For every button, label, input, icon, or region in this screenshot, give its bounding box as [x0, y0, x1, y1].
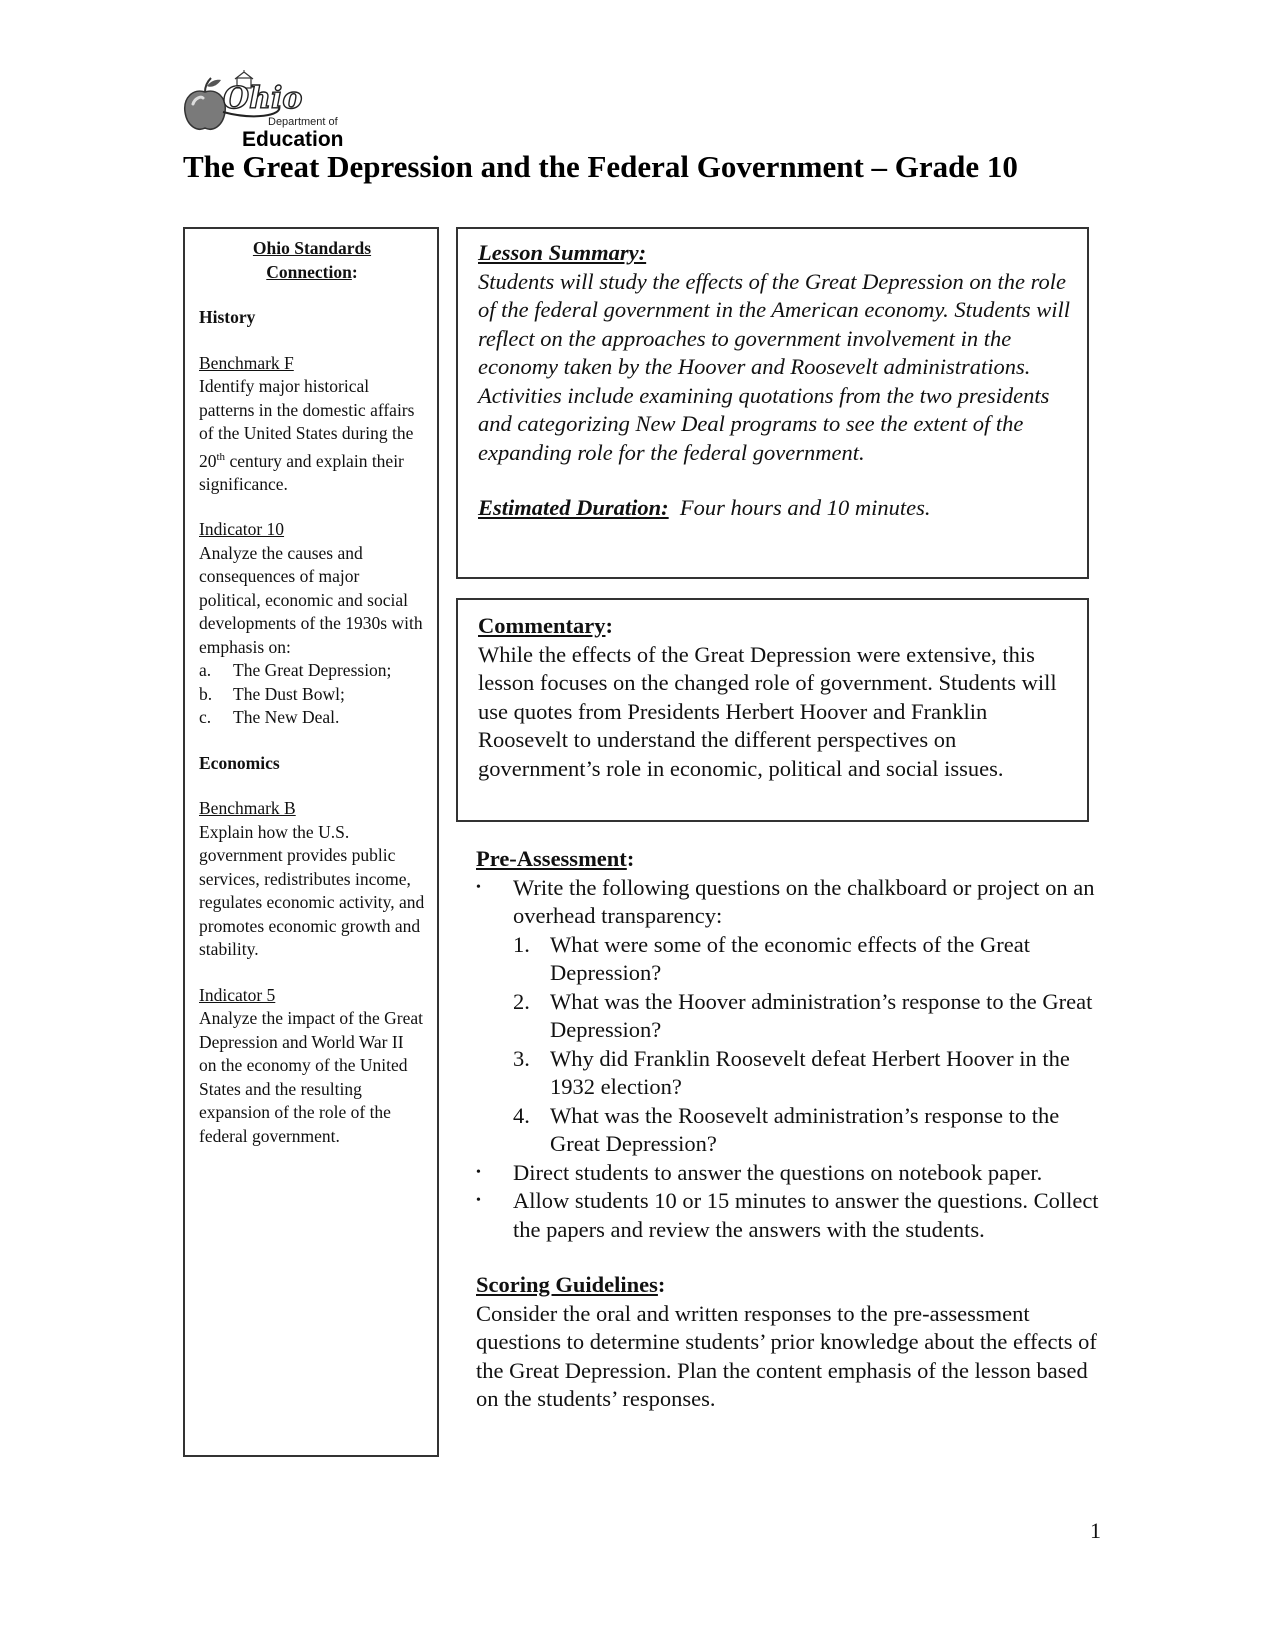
- list-text: The Great Depression;: [233, 660, 392, 681]
- question-number: 3.: [513, 1045, 530, 1071]
- question-item: [513, 988, 1101, 1045]
- lesson-summary-box: [456, 227, 1089, 579]
- list-item: [199, 683, 425, 707]
- list-item: [199, 706, 425, 730]
- list-item: [476, 874, 1101, 1159]
- question-number: 1.: [513, 931, 530, 957]
- benchmark-b-text: Explain how the U.S. government provides public services, redistributes income, regulates economic activity, and promotes economic growth and stability.: [199, 821, 425, 960]
- indicator-10-text: Analyze the causes and consequences of major political, economic and social developments of the 1930s with emphasis on:: [199, 542, 423, 657]
- logo-education-text: Education: [242, 128, 344, 151]
- history-label: History: [199, 307, 256, 327]
- question-text: What was the Hoover administration’s response to the Great Depression?: [550, 988, 1093, 1042]
- benchmark-b-label: Benchmark B: [199, 798, 296, 819]
- estimated-duration: [478, 494, 1073, 523]
- bullet-icon: •: [476, 879, 481, 895]
- indicator-10-list: [199, 659, 425, 730]
- bullet-text: Write the following questions on the chalkboard or project on an overhead transparency:: [513, 874, 1095, 928]
- scoring-colon: :: [657, 1272, 666, 1297]
- list-marker: a.: [199, 660, 212, 681]
- scoring-text: Consider the oral and written responses to the pre-assessment questions to determine students’ prior knowledge about the effects of the Great Depression. Plan the content emphasis of the lesson based on the students’ responses.: [476, 1300, 1097, 1411]
- lesson-summary-text: Students will study the effects of the Great Depression on the role of the federal government in the American economy. Students will reflect on the approaches to government involvement in the economy taken by the Hoover and Roosevelt administrations. Activities include examining quotations from the two presidents and categorizing New Deal programs to see the extent of the expanding role for the federal government.: [478, 268, 1070, 465]
- standards-sidebar: [183, 227, 439, 1457]
- estimated-duration-label: Estimated Duration:: [478, 495, 669, 520]
- question-text: Why did Franklin Roosevelt defeat Herbert Hoover in the 1932 election?: [550, 1045, 1070, 1099]
- benchmark-f-label: Benchmark F: [199, 352, 294, 373]
- list-marker: b.: [199, 683, 213, 704]
- list-text: The New Deal.: [233, 707, 340, 728]
- pre-assessment-heading-wrap: [476, 845, 1101, 874]
- list-item: [476, 1187, 1101, 1244]
- bullet-text: Direct students to answer the questions on notebook paper.: [513, 1159, 1043, 1185]
- lesson-summary-heading: Lesson Summary:: [478, 240, 647, 265]
- commentary-heading-wrap: [478, 612, 1073, 641]
- main-content: [476, 845, 1101, 1414]
- logo-department-text: Department of: [268, 116, 338, 128]
- commentary-text: While the effects of the Great Depression were extensive, this lesson focuses on the changed role of government. Students will use quotes from Presidents Herbert Hoover and Franklin Roosevelt to understand the different perspectives on government’s role in economic, political and social issues.: [478, 641, 1057, 781]
- sidebar-heading-line1: Ohio Standards: [252, 238, 372, 258]
- pre-assessment-list: [476, 874, 1101, 1245]
- commentary-box: [456, 598, 1089, 822]
- benchmark-f-text-post: century and explain their significance.: [199, 450, 404, 494]
- benchmark-f-sup: th: [216, 450, 226, 463]
- apple-icon: [185, 78, 226, 129]
- list-item: [199, 659, 425, 683]
- page-number: 1: [1090, 1518, 1101, 1543]
- benchmark-f-text: [199, 375, 425, 496]
- questions-list: [513, 931, 1101, 1159]
- benchmark-f-text-pre: Identify major historical patterns in the domestic affairs of the United States during the 20: [199, 376, 415, 471]
- bullet-text: Allow students 10 or 15 minutes to answer the questions. Collect the papers and review the answers with the students.: [513, 1188, 1099, 1242]
- commentary-heading: Commentary: [478, 613, 606, 638]
- bullet-icon: •: [476, 1193, 481, 1208]
- scoring-heading: Scoring Guidelines: [476, 1272, 658, 1297]
- question-text: What were some of the economic effects of the Great Depression?: [550, 931, 1030, 985]
- indicator-5-text: Analyze the impact of the Great Depression and World War II on the economy of the United States and the resulting expansion of the role of the federal government.: [199, 1008, 423, 1146]
- question-number: 4.: [513, 1102, 530, 1128]
- sidebar-heading-line2-wrap: [199, 261, 425, 285]
- question-item: [513, 931, 1101, 988]
- sidebar-heading-line2: Connection: [266, 261, 352, 282]
- bullet-icon: •: [476, 1164, 481, 1180]
- pre-assessment-colon: :: [626, 846, 635, 871]
- scoring-heading-wrap: [476, 1271, 1101, 1300]
- question-text: What was the Roosevelt administration’s response to the Great Depression?: [550, 1102, 1060, 1156]
- question-item: [513, 1045, 1101, 1102]
- list-text: The Dust Bowl;: [233, 683, 345, 704]
- commentary-colon: :: [605, 613, 613, 638]
- list-marker: c.: [199, 707, 212, 728]
- economics-label: Economics: [199, 752, 280, 773]
- indicator-5-label: Indicator 5: [199, 984, 276, 1005]
- question-number: 2.: [513, 988, 530, 1014]
- pre-assessment-heading: Pre-Assessment: [476, 846, 627, 871]
- indicator-10-label: Indicator 10: [199, 519, 285, 540]
- page-title: The Great Depression and the Federal Government – Grade 10: [183, 149, 1018, 184]
- question-item: [513, 1102, 1101, 1159]
- list-item: [476, 1159, 1101, 1188]
- estimated-duration-value: Four hours and 10 minutes.: [679, 495, 931, 520]
- logo-ohio-text: Ohio: [223, 81, 303, 116]
- sidebar-heading-colon: :: [351, 261, 358, 282]
